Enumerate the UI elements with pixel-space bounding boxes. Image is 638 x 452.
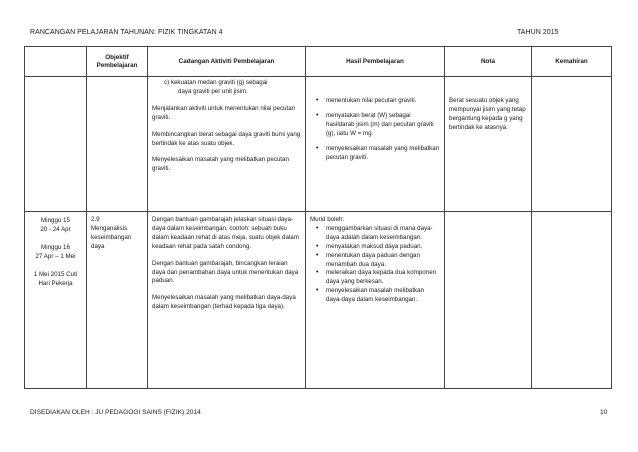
skill-cell: [532, 77, 612, 212]
outcome-cell: [306, 212, 445, 389]
list-item: • menyelesaikan masalah yang melibatkan pecutan graviti.: [310, 145, 440, 163]
table-row: [25, 77, 612, 212]
column-header-note: Nota: [445, 47, 532, 77]
outcome-intro: Murid boleh:: [310, 216, 345, 223]
list-item: • menentukan daya paduan dengan menambah dua daya.: [310, 252, 440, 270]
document-footer-author: DISEDIAKAN OLEH : JU PEDAGOGI SAINS (FIZIK) 2014: [30, 409, 201, 416]
note-cell: [445, 212, 532, 389]
skill-cell: [532, 212, 612, 389]
column-header-skill: Kemahiran: [532, 47, 612, 77]
note-text: Berat sesuatu objek yang mempunyai jisim yang tetap bergantung kepada g yang bertindak ke atasnya.: [449, 97, 526, 131]
activity-item-c-line1: c) kekuatan medan graviti (g) sebagai: [164, 79, 268, 86]
week-dates: 20 - 24 Apr: [40, 226, 71, 234]
activity-paragraph: Menjalankan aktiviti untuk menentukan nilai pecutan graviti.: [152, 104, 296, 121]
column-header-week: [25, 47, 87, 77]
list-item: • menyelesaikan masalah melibatkan daya-daya dalam keseimbangan.: [310, 287, 440, 305]
week-cell: [25, 77, 87, 212]
table-row: [25, 212, 612, 389]
document-header-year: TAHUN 2015: [517, 29, 559, 36]
document-header-title: RANCANGAN PELAJARAN TAHUNAN: FIZIK TINGKATAN 4: [30, 29, 223, 36]
page-number: 10: [600, 409, 608, 416]
column-header-objective: Objektif Pembelajaran: [87, 47, 148, 77]
activity-cell: [148, 212, 306, 389]
week-cell: [25, 212, 87, 389]
activity-paragraph: Dengan bantuan gambarajah, bincangkan leraian daya dan penambahan daya untuk menentukan daya paduan.: [152, 259, 299, 285]
objective-text: Menganalisis keseimbangan daya: [91, 224, 132, 250]
list-item: • menggambarkan situasi di mana daya-daya adalah dalam keseimbangan.: [310, 225, 440, 243]
table-header-row: [25, 47, 612, 77]
list-item: • menyatakan maksud daya paduan.: [310, 243, 440, 252]
activity-paragraph: Menyelesaikan masalah yang melibatkan daya-daya dalam keseimbangan (terhad kepada tiga daya).: [152, 294, 296, 311]
activity-paragraph: Dengan bantuan gambarajah jelaskan situasi daya- daya dalam keseimbangan, contoh: sebuah buku dalam keadaan rehat di atas meja, suatu objek dalam keadaan rehat pada satah condong.: [152, 216, 299, 250]
activity-paragraph: Membincangkan berat sebagai daya graviti bumi yang bertindak ke atas suatu objek.: [152, 130, 301, 147]
list-item: • menentukan nilai pecutan graviti.: [310, 97, 440, 106]
outcome-list: [310, 225, 440, 305]
outcome-cell: [306, 77, 445, 212]
objective-cell: [87, 77, 148, 212]
list-item: • meleraikan daya kepada dua komponen daya yang berkesan.: [310, 269, 440, 287]
activity-paragraph: Menyelesaikan masalah yang melibatkan pecutan graviti.: [152, 156, 289, 173]
note-cell: [445, 77, 532, 212]
column-header-activity: Cadangan Aktiviti Pembelajaran: [148, 47, 306, 77]
lesson-plan-table: [24, 46, 612, 389]
holiday-name: Hari Pekerja: [38, 280, 73, 288]
activity-item-c-line2: daya graviti per unit jisim.: [178, 87, 248, 95]
activity-cell: [148, 77, 306, 212]
week-label: Minggu 15: [41, 217, 70, 224]
holiday-note: 1 Mei 2015 Cuti: [33, 270, 78, 278]
outcome-list: [310, 97, 440, 162]
week-label: Minggu 16: [41, 243, 70, 251]
list-item: • menyatakan berat (W) sebagai hasildarab jisim (m) dan pecutan graviti (g), iaitu W = mg.: [310, 112, 440, 139]
objective-number: 2.9: [91, 216, 100, 223]
column-header-outcome: Hasil Pembelajaran: [306, 47, 445, 77]
objective-cell: [87, 212, 148, 389]
week-dates: 27 Apr – 1 Mei: [35, 253, 76, 261]
